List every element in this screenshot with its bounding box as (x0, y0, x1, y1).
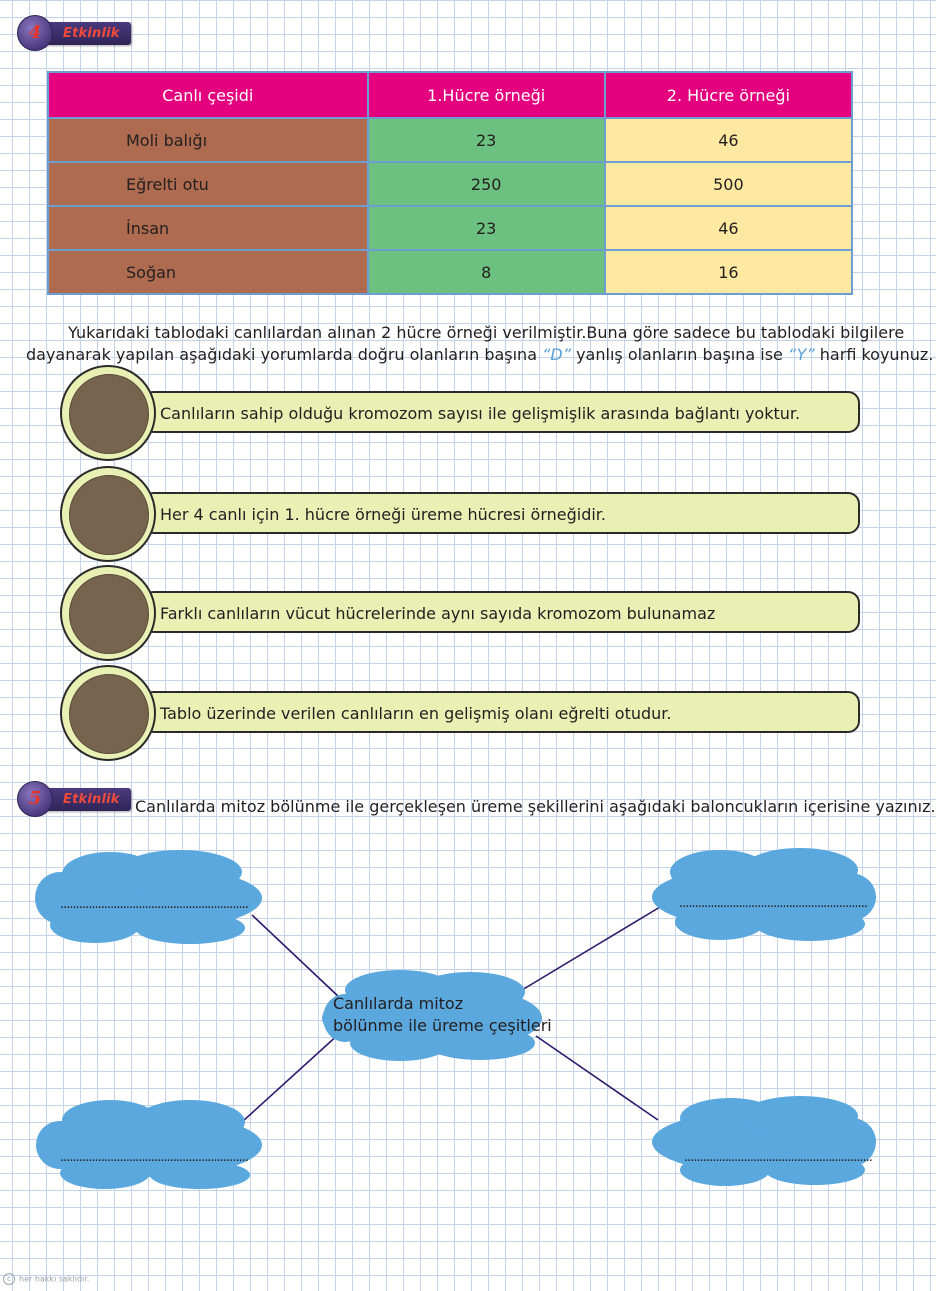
table-row (48, 206, 852, 250)
table-cell-species: İnsan (48, 206, 368, 250)
answer-circle-fill (69, 475, 149, 555)
center-label-line-2: bölünme ile üreme çeşitleri (333, 1016, 552, 1035)
answer-circle-fill (69, 374, 149, 454)
statement-row-2 (60, 466, 862, 564)
connector-bottom-left (242, 1033, 340, 1122)
table-cell-species: Soğan (48, 250, 368, 294)
cloud-bottom-right (652, 1096, 876, 1186)
connector-top-right (522, 907, 660, 990)
statement-row-1 (60, 365, 862, 463)
cloud-bottom-left (36, 1100, 262, 1189)
copyright-footer (3, 1273, 89, 1285)
copyright-text: her hakkı saklıdır. (19, 1274, 90, 1284)
table-cell-sample-1: 8 (368, 250, 605, 294)
statement-text: Tablo üzerinde verilen canlıların en gelişmiş olanı eğrelti otudur. (160, 704, 672, 723)
blank-top-right[interactable]: ............................................................ (679, 896, 867, 911)
header-species: Canlı çeşidi (48, 72, 368, 118)
badge-label: Etkinlik (63, 26, 120, 41)
table-cell-species: Moli balığı (48, 118, 368, 162)
statement-text: Her 4 canlı için 1. hücre örneği üreme hücresi örneğidir. (160, 505, 606, 524)
instruction-text-b: yanlış olanların başına ise (571, 345, 788, 364)
cell-data-table (47, 71, 853, 295)
table-cell-species: Eğrelti otu (48, 162, 368, 206)
instruction-text-c: harfi koyunuz. (814, 345, 934, 364)
table-row (48, 118, 852, 162)
badge-number-circle (17, 15, 53, 51)
answer-circle[interactable] (60, 466, 156, 562)
instruction-line-2 (26, 344, 934, 366)
blank-top-left[interactable]: ............................................................ (60, 897, 248, 912)
answer-circle[interactable] (60, 565, 156, 661)
activity-5-instruction: Canlılarda mitoz bölünme ile gerçekleşen üreme şekillerini aşağıdaki baloncukların içerisine yazınız. (135, 797, 936, 816)
connector-bottom-right (536, 1036, 658, 1120)
statement-row-4 (60, 665, 862, 763)
instruction-line-1: Yukarıdaki tablodaki canlılardan alınan 2 hücre örneği verilmiştir.Buna göre sadece bu tablodaki bilgilere (68, 323, 905, 342)
statement-text: Canlıların sahip olduğu kromozom sayısı ile gelişmişlik arasında bağlantı yoktur. (160, 404, 801, 423)
table-header-row (48, 72, 852, 118)
table-cell-sample-2: 46 (605, 118, 852, 162)
center-cloud-label (333, 993, 552, 1037)
instruction-text-a: dayanarak yapılan aşağıdaki yorumlarda doğru olanların başına (26, 345, 543, 364)
statement-text: Farklı canlıların vücut hücrelerinde aynı sayıda kromozom bulunamaz (160, 604, 716, 623)
badge-number-circle (17, 781, 53, 817)
badge-number: 4 (28, 21, 42, 43)
blank-bottom-right[interactable]: ............................................................ (684, 1150, 872, 1165)
table-row (48, 162, 852, 206)
table-cell-sample-1: 250 (368, 162, 605, 206)
statement-row-3 (60, 565, 862, 663)
activity-4-instruction (26, 322, 934, 366)
answer-circle[interactable] (60, 665, 156, 761)
statement-box (142, 691, 860, 733)
header-sample-1: 1.Hücre örneği (368, 72, 605, 118)
cloud-top-right (652, 848, 876, 941)
connector-top-left (252, 915, 340, 998)
answer-circle-fill (69, 674, 149, 754)
statement-box (142, 492, 860, 534)
badge-number: 5 (28, 787, 42, 809)
activity-4-badge (17, 19, 131, 47)
activity-5-badge (17, 785, 131, 813)
badge-label: Etkinlik (63, 792, 120, 807)
statement-box (142, 591, 860, 633)
blank-bottom-left[interactable]: ............................................................ (60, 1150, 248, 1165)
table-cell-sample-1: 23 (368, 118, 605, 162)
table-cell-sample-2: 46 (605, 206, 852, 250)
table-cell-sample-1: 23 (368, 206, 605, 250)
table-cell-sample-2: 500 (605, 162, 852, 206)
d-mark: “D” (542, 345, 571, 364)
answer-circle[interactable] (60, 365, 156, 461)
answer-circle-fill (69, 574, 149, 654)
center-label-line-1: Canlılarda mitoz (333, 994, 464, 1013)
table-row (48, 250, 852, 294)
table-cell-sample-2: 16 (605, 250, 852, 294)
header-sample-2: 2. Hücre örneği (605, 72, 852, 118)
y-mark: “Y” (787, 345, 815, 364)
statement-box (142, 391, 860, 433)
copyright-icon: c (3, 1273, 15, 1285)
